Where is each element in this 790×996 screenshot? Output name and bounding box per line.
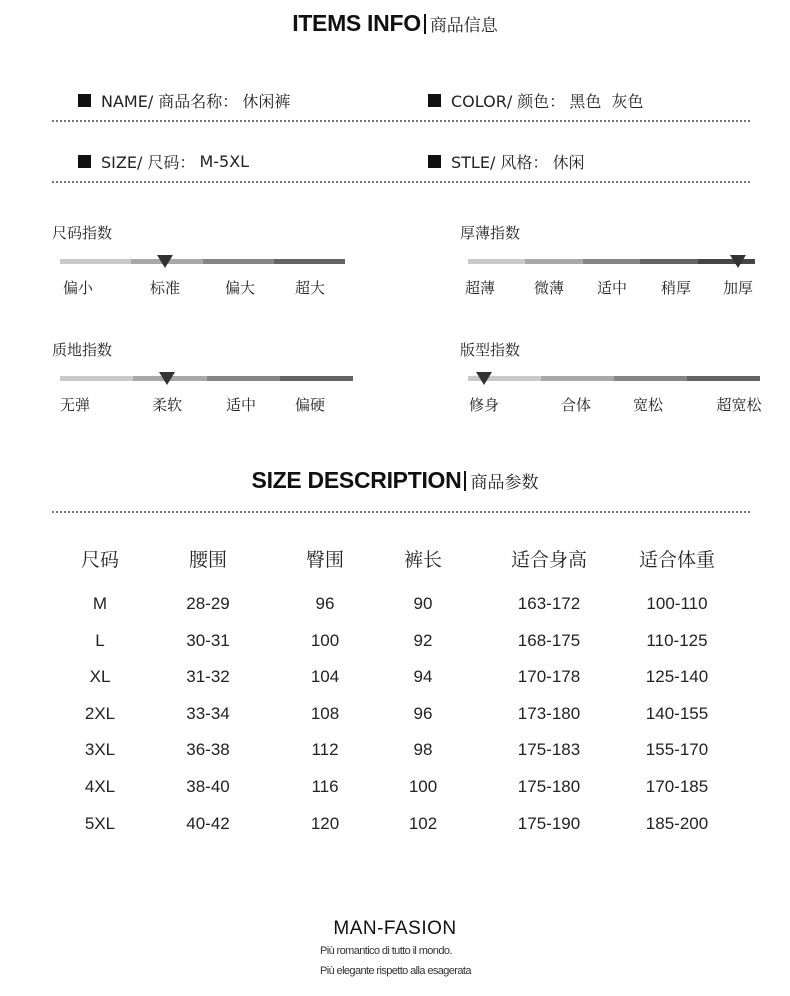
index-gauge [52,339,342,414]
index-gauge-segment [60,376,133,381]
table-cell: 155-170 [645,740,709,760]
info-size-value: M-5XL [199,152,250,171]
table-cell: 112 [311,740,339,760]
index-gauge-label: 偏小 [62,279,94,297]
table-cell: 3XL [84,740,116,760]
table-header-cell: 适合体重 [638,549,716,571]
dotted-divider [52,511,750,513]
index-gauge-label: 超薄 [464,279,496,297]
table-cell: 140-155 [645,703,709,723]
index-gauge-label: 超宽松 [716,396,762,414]
items-info-title-en: ITEMS INFO [292,10,421,36]
table-cell: 104 [310,667,340,687]
table-cell: 31-32 [186,667,230,687]
index-gauge [460,222,754,297]
index-gauge-segment [280,376,353,381]
table-cell: 170-185 [645,777,709,796]
table-header-cell: 臀围 [305,549,345,571]
index-gauge-segment [614,376,687,381]
index-gauge-label: 加厚 [722,279,754,297]
table-cell: 175-183 [517,740,581,760]
table-cell: 28-29 [186,594,230,613]
info-color [428,89,644,112]
index-gauge-bar [468,376,760,381]
index-gauge-label: 稍厚 [660,279,692,297]
info-style-value: 休闲 [552,153,585,172]
index-gauge-label: 适中 [596,279,628,297]
table-header-cell: 尺码 [80,549,120,571]
info-name-label: NAME/ 商品名称： [101,92,239,111]
table-cell: 125-140 [645,667,709,687]
table-cell: 102 [408,813,438,833]
table-cell: 100-110 [646,594,708,613]
size-description-title-cn: 商品参数 [470,473,539,493]
index-gauge-segment [468,259,525,264]
table-cell: 163-172 [517,594,581,613]
index-gauge-label: 适中 [225,396,257,414]
index-gauge-label: 宽松 [632,396,664,414]
index-gauge-title: 厚薄指数 [460,224,521,242]
table-cell: M [92,594,108,613]
index-gauge-segment [60,259,131,264]
table-cell: 175-190 [517,813,581,833]
info-style-label: STLE/ 风格： [451,153,549,172]
table-cell: 94 [413,667,433,687]
bullet-square-icon [428,94,441,107]
table-cell: 170-178 [517,667,581,687]
info-style [428,150,584,173]
index-gauge-bar [60,259,345,264]
table-cell: 100 [408,777,438,796]
table-cell: 168-175 [517,630,581,650]
table-cell: 92 [413,630,433,650]
table-cell: 116 [311,777,339,796]
items-info-title [0,10,790,37]
index-gauge-label: 偏大 [224,279,256,297]
info-color-label: COLOR/ 颜色： [451,92,566,111]
table-cell: 100 [310,630,340,650]
brand-name: MAN-FASION [333,918,457,939]
index-gauge-label: 合体 [560,396,592,414]
info-size [78,150,249,173]
table-cell: 98 [413,740,433,760]
size-description-title-en: SIZE DESCRIPTION [251,467,462,493]
table-cell: 120 [310,813,340,833]
info-name-value: 休闲裤 [242,92,291,111]
index-pointer-icon [476,372,492,385]
index-gauge-label: 无弹 [59,396,91,414]
table-cell: 5XL [84,813,116,833]
index-gauge-label: 微薄 [533,279,565,297]
table-cell: 90 [413,594,433,613]
index-gauge-segment [525,259,582,264]
brand-slogan-2: Più elegante rispetto alla esagerata [320,965,471,977]
info-color-value: 黑色 灰色 [569,92,644,111]
bullet-square-icon [78,155,91,168]
index-gauge [460,339,762,414]
table-cell: 40-42 [186,813,230,833]
table-cell: 33-34 [186,703,230,723]
index-gauge-title: 质地指数 [52,341,113,359]
table-cell: 96 [315,594,335,613]
table-cell: 30-31 [186,630,230,650]
index-gauge-segment [274,259,345,264]
index-pointer-icon [159,372,175,385]
index-gauge-label: 超大 [294,279,326,297]
brand-slogan-1: Più romantico di tutto il mondo. [320,945,452,957]
table-cell: 108 [310,703,340,723]
dotted-divider [52,120,750,122]
index-gauge-bar [60,376,353,381]
info-name [78,89,290,112]
index-gauge [52,222,342,297]
table-cell: 110-125 [646,630,708,650]
table-cell: 96 [413,703,433,723]
table-cell: 36-38 [186,740,230,760]
table-cell: L [95,630,105,650]
dotted-divider [52,181,750,183]
bullet-square-icon [428,155,441,168]
bullet-square-icon [78,94,91,107]
title-separator [464,471,466,491]
table-cell: 38-40 [186,777,230,796]
index-gauge-segment [207,376,280,381]
items-info-title-cn: 商品信息 [429,16,498,36]
index-pointer-icon [157,255,173,268]
table-cell: 173-180 [517,703,581,723]
index-gauge-bar [468,259,755,264]
index-gauge-segment [203,259,274,264]
index-gauge-title: 尺码指数 [52,224,113,242]
index-gauge-label: 修身 [468,396,500,414]
table-header-cell: 裤长 [403,549,443,571]
index-gauge-label: 柔软 [151,396,183,414]
index-gauge-label: 标准 [149,279,181,297]
info-size-label: SIZE/ 尺码： [101,153,196,172]
table-cell: 175-180 [517,777,581,796]
index-gauge-label: 偏硬 [294,396,326,414]
table-cell: 2XL [84,703,116,723]
table-cell: 185-200 [645,813,709,833]
size-description-title [0,467,790,494]
index-pointer-icon [730,255,746,268]
index-gauge-segment [583,259,640,264]
index-gauge-title: 版型指数 [460,341,521,359]
index-gauge-segment [541,376,614,381]
index-gauge-segment [640,259,697,264]
table-cell: 4XL [84,777,116,796]
title-separator [424,14,426,34]
index-gauge-segment [687,376,760,381]
table-header-cell: 适合身高 [510,549,588,571]
index-gauge-segment [698,259,755,264]
table-cell: XL [89,667,111,687]
table-header-cell: 腰围 [188,549,228,571]
